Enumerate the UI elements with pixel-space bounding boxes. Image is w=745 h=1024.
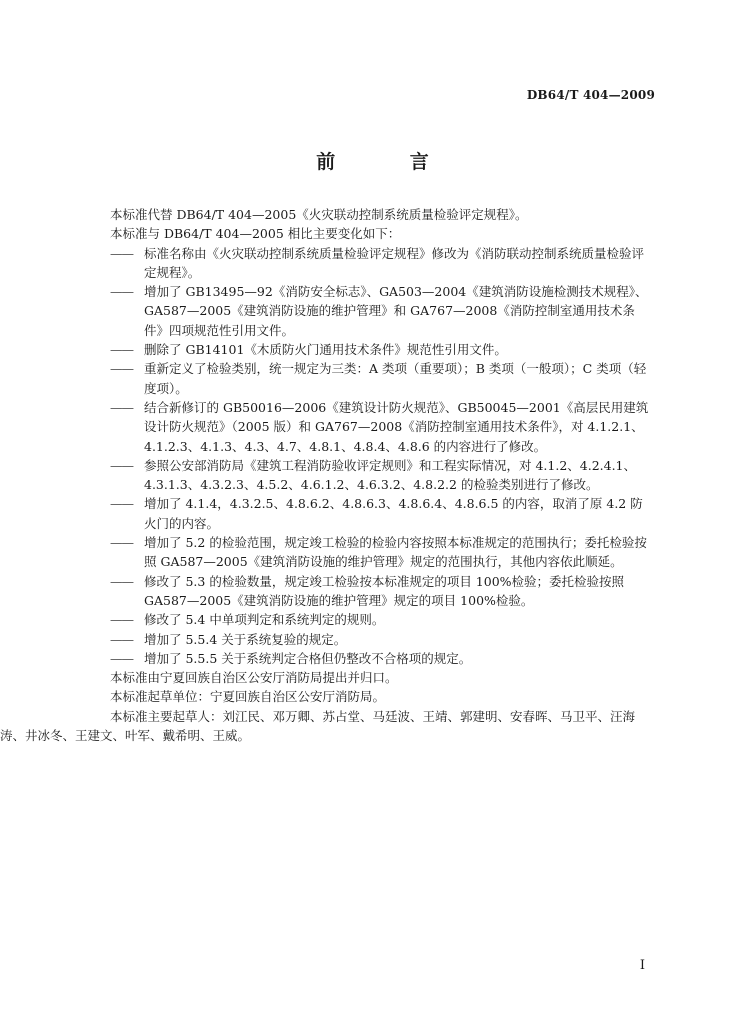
list-item — [110, 282, 650, 340]
outro-paragraph: 本标准由宁夏回族自治区公安厅消防局提出并归口。 — [110, 670, 398, 686]
list-item — [110, 456, 650, 495]
list-item — [110, 494, 650, 533]
drafters-line-2: 涛、井冰冬、王建文、叶军、戴希明、王威。 — [0, 728, 251, 744]
list-item — [110, 244, 650, 283]
document-code: DB64/T 404—2009 — [526, 88, 655, 102]
page-number: I — [639, 958, 645, 973]
list-item — [110, 610, 650, 629]
list-dash: —— — [110, 650, 133, 666]
list-item — [110, 649, 650, 668]
outro-paragraph: 本标准起草单位：宁夏回族自治区公安厅消防局。 — [110, 689, 386, 705]
list-item-text: 增加了 GB13495—92《消防安全标志》、GA503—2004《建筑消防设施检测技术规程》、GA587—2005《建筑消防设施的维护管理》和 GA767—2008《消防控制室通用技术条件》四项规范性引用文件。 — [144, 284, 648, 338]
list-item — [110, 340, 650, 359]
list-dash: —— — [110, 284, 133, 300]
list-item — [110, 572, 650, 611]
page-title: 前 言 — [316, 151, 463, 173]
list-item-text: 增加了 4.1.4，4.3.2.5、4.8.6.2、4.8.6.3、4.8.6.4、4.8.6.5 的内容，取消了原 4.2 防火门的内容。 — [144, 496, 643, 531]
list-item — [110, 533, 650, 572]
list-dash: —— — [110, 245, 133, 261]
list-item — [110, 398, 650, 456]
list-item-text: 标准名称由《火灾联动控制系统质量检验评定规程》修改为《消防联动控制系统质量检验评定规程》。 — [144, 245, 645, 280]
drafters-continuation — [0, 726, 650, 745]
intro-paragraph: 本标准与 DB64/T 404—2005 相比主要变化如下： — [110, 226, 401, 242]
list-item-text: 参照公安部消防局《建筑工程消防验收评定规则》和工程实际情况，对 4.1.2、4.2.4.1、4.3.1.3、4.3.2.3、4.5.2、4.6.1.2、4.6.3.2、4.8.2.2 的检验类别进行了修改。 — [144, 457, 637, 493]
list-dash: —— — [110, 457, 133, 473]
list-item — [110, 630, 650, 649]
list-item-text: 增加了 5.5.4 关于系统复验的规定。 — [144, 631, 347, 647]
drafters-line: 本标准主要起草人：刘江民、邓万卿、苏占堂、马廷波、王靖、郭建明、安春晖、马卫平、汪海 — [110, 708, 636, 724]
list-item-text: 重新定义了检验类别，统一规定为三类：A 类项（重要项）；B 类项（一般项）；C 类项（轻度项）。 — [144, 361, 647, 396]
document-body — [0, 205, 650, 745]
list-dash: —— — [110, 535, 133, 551]
list-dash: —— — [110, 612, 133, 628]
list-item — [110, 359, 650, 398]
list-dash: —— — [110, 361, 133, 377]
list-item-text: 修改了 5.3 的检验数量，规定竣工检验按本标准规定的项目 100%检验；委托检验按照 GA587—2005《建筑消防设施的维护管理》规定的项目 100%检验。 — [144, 573, 625, 608]
list-item-text: 增加了 5.5.5 关于系统判定合格但仍整改不合格项的规定。 — [144, 650, 472, 666]
list-dash: —— — [110, 399, 133, 415]
list-dash: —— — [110, 573, 133, 589]
list-dash: —— — [110, 496, 133, 512]
list-item-text: 修改了 5.4 中单项判定和系统判定的规则。 — [144, 612, 385, 628]
list-item-text: 删除了 GB14101《木质防火门通用技术条件》规范性引用文件。 — [144, 342, 507, 358]
list-dash: —— — [110, 342, 133, 358]
list-dash: —— — [110, 631, 133, 647]
intro-paragraph: 本标准代替 DB64/T 404—2005《火灾联动控制系统质量检验评定规程》。 — [110, 207, 528, 222]
list-item-text: 增加了 5.2 的检验范围，规定竣工检验的检验内容按照本标准规定的范围执行；委托检验按照 GA587—2005《建筑消防设施的维护管理》规定的范围执行，其他内容依此顺延。 — [144, 535, 647, 570]
list-item-text: 结合新修订的 GB50016—2006《建筑设计防火规范》、GB50045—2001《高层民用建筑设计防火规范》（2005 版）和 GA767—2008《消防控制室通用技术条件》，对 4.1.2.1、4.1.2.3、4.1.3、4.3、4.7、4.8.1、4.8.4、4.8.6 的内容进行了修改。 — [144, 399, 649, 454]
